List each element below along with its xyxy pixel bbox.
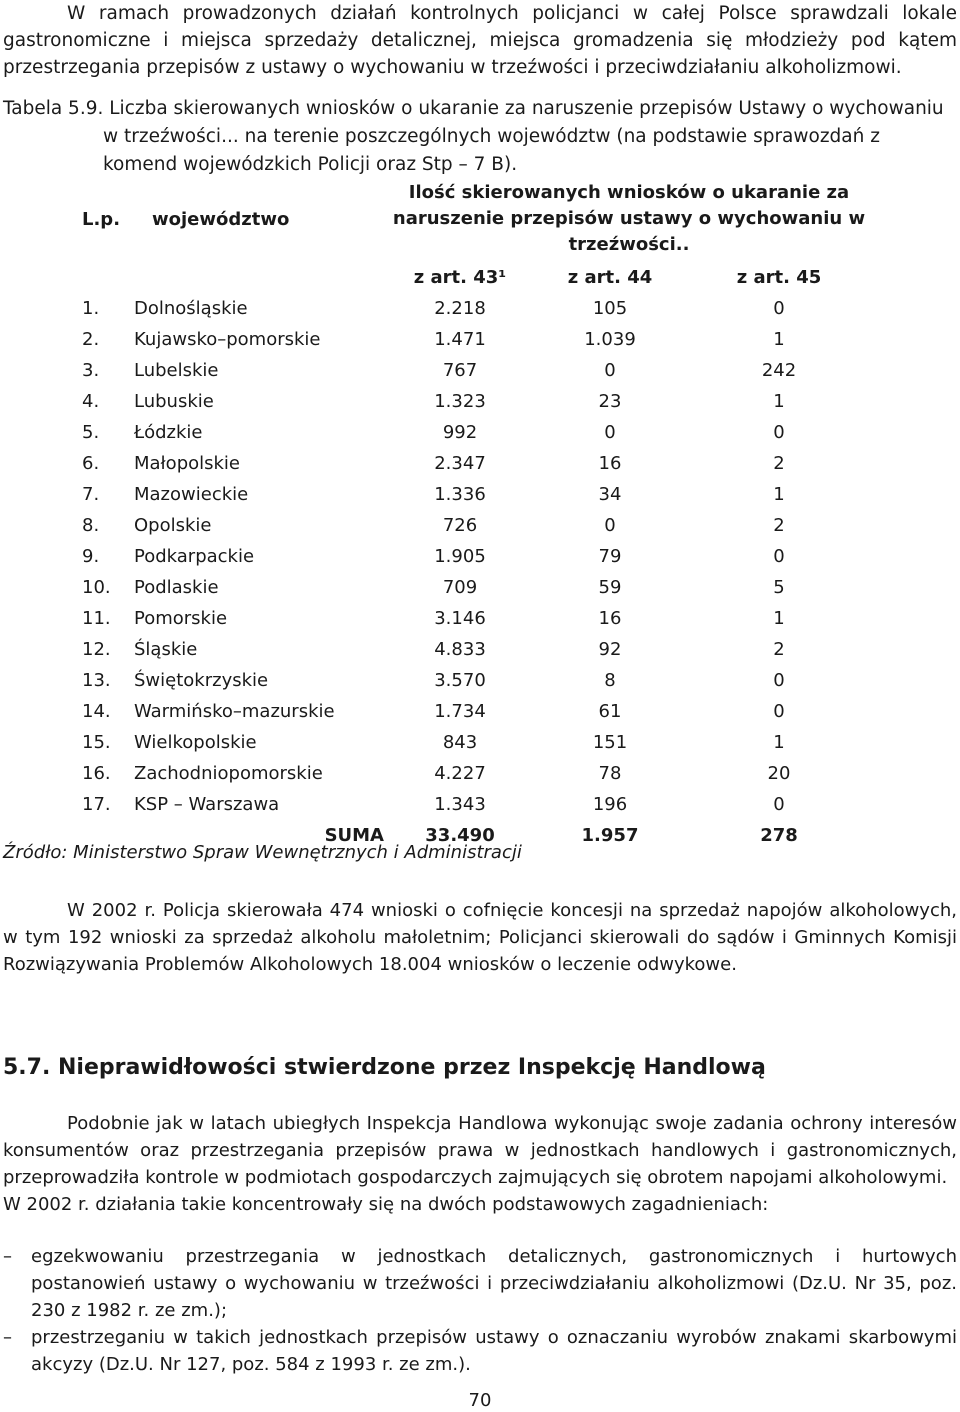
header-col-a: z art. 43¹ xyxy=(413,267,507,288)
table-row xyxy=(82,386,868,417)
paragraph-2 xyxy=(3,897,957,978)
row-lp: 14. xyxy=(82,701,111,722)
bullet-list xyxy=(3,1243,957,1378)
row-col-b: 92 xyxy=(598,639,622,660)
row-lp: 8. xyxy=(82,515,100,536)
table-subheader-row xyxy=(82,262,868,293)
row-region: Mazowieckie xyxy=(134,484,249,505)
header-col-c: z art. 45 xyxy=(736,267,822,288)
table-row xyxy=(82,665,868,696)
row-region: KSP – Warszawa xyxy=(134,794,280,815)
header-region: województwo xyxy=(152,208,290,230)
row-col-a: 3.570 xyxy=(434,670,486,691)
row-col-c: 0 xyxy=(773,422,785,443)
row-col-c: 20 xyxy=(767,763,791,784)
row-col-a: 843 xyxy=(442,732,478,753)
row-col-b: 78 xyxy=(598,763,622,784)
row-region: Lubelskie xyxy=(134,360,219,381)
row-col-b: 16 xyxy=(598,453,622,474)
header-lp: L.p. xyxy=(82,208,121,230)
row-col-a: 1.734 xyxy=(434,701,486,722)
table-row xyxy=(82,789,868,820)
row-col-b: 16 xyxy=(598,608,622,629)
table-row xyxy=(82,324,868,355)
row-col-a: 992 xyxy=(442,422,478,443)
row-region: Podkarpackie xyxy=(134,546,255,567)
table-caption xyxy=(3,95,957,179)
row-lp: 3. xyxy=(82,360,100,381)
row-col-b: 105 xyxy=(592,298,628,319)
row-lp: 2. xyxy=(82,329,100,350)
table-row xyxy=(82,727,868,758)
list-item-text: egzekwowaniu przestrzegania w jednostkach detalicznych, gastronomicznych i hurtowych postanowień ustawy o wychowaniu w trzeźwości i przeciwdziałaniu alkoholizmowi (Dz.U. Nr 35, poz. 230 z 1982 r. ze zm.); xyxy=(31,1246,957,1321)
list-item xyxy=(3,1243,957,1324)
row-lp: 15. xyxy=(82,732,111,753)
row-col-b: 151 xyxy=(592,732,628,753)
row-col-b: 79 xyxy=(598,546,622,567)
row-col-b: 0 xyxy=(604,515,616,536)
row-col-a: 1.471 xyxy=(434,329,486,350)
row-col-a: 2.218 xyxy=(434,298,486,319)
header-col-b: z art. 44 xyxy=(567,267,653,288)
row-col-a: 1.323 xyxy=(434,391,486,412)
row-region: Dolnośląskie xyxy=(134,298,248,319)
row-region: Warmińsko–mazurskie xyxy=(134,701,335,722)
sum-col-c: 278 xyxy=(760,825,798,846)
row-col-a: 3.146 xyxy=(434,608,486,629)
row-col-b: 34 xyxy=(598,484,622,505)
row-lp: 1. xyxy=(82,298,100,319)
table-caption-line3: komend wojewódzkich Policji oraz Stp – 7 B). xyxy=(103,154,518,175)
row-lp: 5. xyxy=(82,422,100,443)
header-empty-2 xyxy=(134,262,390,293)
row-col-a: 4.833 xyxy=(434,639,486,660)
table-row xyxy=(82,448,868,479)
row-col-a: 709 xyxy=(442,577,478,598)
row-col-c: 1 xyxy=(773,329,785,350)
row-region: Pomorskie xyxy=(134,608,228,629)
row-col-b: 0 xyxy=(604,360,616,381)
table-row xyxy=(82,510,868,541)
row-col-c: 2 xyxy=(773,639,785,660)
row-col-c: 1 xyxy=(773,484,785,505)
sum-label: SUMA xyxy=(324,825,384,846)
row-col-b: 23 xyxy=(598,391,622,412)
row-lp: 13. xyxy=(82,670,111,691)
row-col-c: 0 xyxy=(773,546,785,567)
row-col-a: 4.227 xyxy=(434,763,486,784)
row-region: Śląskie xyxy=(134,639,198,660)
header-group: Ilość skierowanych wniosków o ukaranie za naruszenie przepisów ustawy o wychowaniu w trzeźwości.. xyxy=(392,182,866,255)
data-table xyxy=(82,176,868,851)
row-col-b: 8 xyxy=(604,670,616,691)
table-row xyxy=(82,541,868,572)
row-lp: 9. xyxy=(82,546,100,567)
table-body xyxy=(82,293,868,851)
table-row xyxy=(82,572,868,603)
row-region: Świętokrzyskie xyxy=(134,670,269,691)
row-region: Opolskie xyxy=(134,515,212,536)
paragraph-4-text: W 2002 r. działania takie koncentrowały się na dwóch podstawowych zagadnieniach: xyxy=(3,1194,769,1215)
row-col-b: 59 xyxy=(598,577,622,598)
row-col-a: 767 xyxy=(442,360,478,381)
list-item-text: przestrzeganiu w takich jednostkach przepisów ustawy o oznaczaniu wyrobów znakami skarbowymi akcyzy (Dz.U. Nr 127, poz. 584 z 1993 r. ze zm.). xyxy=(31,1327,957,1375)
row-lp: 10. xyxy=(82,577,111,598)
sum-col-b: 1.957 xyxy=(581,825,639,846)
table-row xyxy=(82,355,868,386)
row-col-c: 2 xyxy=(773,515,785,536)
table-row xyxy=(82,634,868,665)
list-item xyxy=(3,1324,957,1378)
source-note: Źródło: Ministerstwo Spraw Wewnętrznych i Administracji xyxy=(3,842,522,863)
row-lp: 6. xyxy=(82,453,100,474)
paragraph-2-text: W 2002 r. Policja skierowała 474 wnioski o cofnięcie koncesji na sprzedaż napojów alkoholowych, w tym 192 wnioski za sprzedaż alkoholu małoletnim; Policjanci skierowali do sądów i Gminnych Komisji Rozwiązywania Problemów Alkoholowych 18.004 wniosków o leczenie odwykowe. xyxy=(3,900,957,975)
table-header-row xyxy=(82,176,868,262)
page-number: 70 xyxy=(468,1390,492,1411)
table-caption-label: Tabela 5.9. xyxy=(3,98,104,119)
row-col-b: 1.039 xyxy=(584,329,636,350)
table-caption-line2: w trzeźwości... na terenie poszczególnych województw (na podstawie sprawozdań z xyxy=(103,126,880,147)
row-lp: 11. xyxy=(82,608,111,629)
row-col-c: 2 xyxy=(773,453,785,474)
sum-col-a: 33.490 xyxy=(425,825,495,846)
table-row xyxy=(82,696,868,727)
row-col-c: 1 xyxy=(773,608,785,629)
row-lp: 17. xyxy=(82,794,111,815)
intro-paragraph: W ramach prowadzonych działań kontrolnych policjanci w całej Polsce sprawdzali lokale gastronomiczne i miejsca sprzedaży detalicznej, miejsca gromadzenia się młodzieży pod kątem przestrzegania przepisów z ustawy o wychowaniu w trzeźwości i przeciwdziałaniu alkoholizmowi. xyxy=(3,3,957,78)
row-lp: 4. xyxy=(82,391,100,412)
table-row xyxy=(82,417,868,448)
row-col-c: 1 xyxy=(773,732,785,753)
row-region: Wielkopolskie xyxy=(134,732,257,753)
row-region: Łódzkie xyxy=(134,422,203,443)
row-region: Kujawsko–pomorskie xyxy=(134,329,321,350)
row-lp: 16. xyxy=(82,763,111,784)
dash-bullet-icon: – xyxy=(3,1246,12,1267)
row-col-b: 61 xyxy=(598,701,622,722)
row-region: Małopolskie xyxy=(134,453,241,474)
row-col-a: 2.347 xyxy=(434,453,486,474)
row-col-b: 196 xyxy=(592,794,628,815)
row-region: Zachodniopomorskie xyxy=(134,763,323,784)
section-heading: 5.7. Nieprawidłowości stwierdzone przez Inspekcję Handlową xyxy=(3,1055,766,1080)
row-col-c: 0 xyxy=(773,794,785,815)
row-col-a: 1.343 xyxy=(434,794,486,815)
table-caption-line1: Liczba skierowanych wniosków o ukaranie za naruszenie przepisów Ustawy o wychowaniu xyxy=(109,98,944,119)
table-row xyxy=(82,479,868,510)
row-lp: 12. xyxy=(82,639,111,660)
row-col-a: 1.336 xyxy=(434,484,486,505)
row-col-c: 0 xyxy=(773,670,785,691)
table-row xyxy=(82,758,868,789)
row-col-c: 0 xyxy=(773,701,785,722)
row-col-c: 1 xyxy=(773,391,785,412)
paragraph-3 xyxy=(3,1110,957,1218)
row-col-b: 0 xyxy=(604,422,616,443)
header-empty-1 xyxy=(82,262,134,293)
row-col-a: 726 xyxy=(442,515,478,536)
table-row xyxy=(82,603,868,634)
dash-bullet-icon: – xyxy=(3,1327,12,1348)
row-col-c: 5 xyxy=(773,577,785,598)
row-col-c: 242 xyxy=(761,360,797,381)
row-col-c: 0 xyxy=(773,298,785,319)
row-lp: 7. xyxy=(82,484,100,505)
paragraph-3-text: Podobnie jak w latach ubiegłych Inspekcja Handlowa wykonując swoje zadania ochrony interesów konsumentów oraz przestrzegania przepisów prawa w jednostkach handlowych i gastronomicznych, przeprowadziła kontrole w podmiotach gospodarczych zajmujących się obrotem napojami alkoholowymi. xyxy=(3,1113,957,1188)
row-col-a: 1.905 xyxy=(434,546,486,567)
row-region: Podlaskie xyxy=(134,577,219,598)
row-region: Lubuskie xyxy=(134,391,214,412)
table-row xyxy=(82,293,868,324)
